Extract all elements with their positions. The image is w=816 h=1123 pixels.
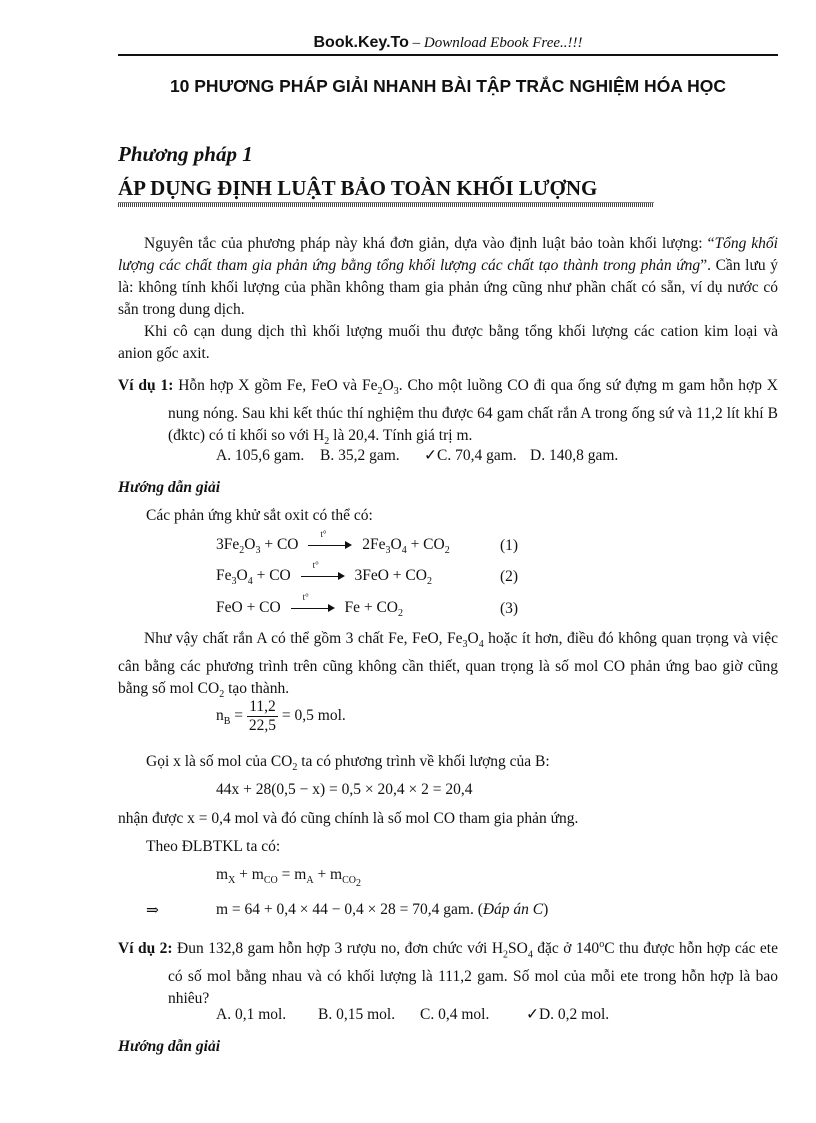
solution-paragraph: Như vậy chất rắn A có thể gồm 3 chất Fe, FeO, $Fe_3O_4$ hoặc ít hơn, điều đó không quan trọng và việc cân bằng các phương trình trên cũng không cần thiết, quan trọng là số mol CO phản ứng bao giờ cũng bằng số mol $CO_2$ tạo thành. [118, 630, 778, 701]
intro-paragraph-1 [118, 233, 778, 321]
choice-d: D. 140,8 gam. [530, 447, 619, 464]
method-title: ÁP DỤNG ĐỊNH LUẬT BẢO TOÀN KHỐI LƯỢNG [118, 176, 598, 200]
reaction-3-number: (3) [500, 600, 519, 617]
reaction-1-number: (1) [500, 537, 519, 554]
heat-arrow-icon: t° [291, 603, 335, 613]
example-1-choices [216, 446, 618, 465]
solution-text-2: hoặc ít hơn, điều đó không quan trọng và việc cân bằng các phương trình trên cũng không cần thiết, quan trọng là số mol CO phản ứng bao giờ cũng bằng số mol CO [118, 630, 778, 698]
example-1-text-3: là 20,4. Tính giá trị m. [329, 427, 473, 445]
example-2-text-2: đặc ở 140 [532, 940, 600, 958]
choice-b: B. 35,2 gam. [320, 447, 400, 464]
mass-equation: 44x + 28(0,5 − x) = 0,5 × 20,4 × 2 = 20,4 [216, 781, 473, 798]
example-1-text-2: . Cho một luồng CO đi qua ống sứ đựng m gam hỗn hợp X nung nóng. Sau khi kết thúc thí nghiệm thu được 64 gam chất rắn A trong ống sứ và 11,2 lít khí B (đktc) có tỉ khối so với H [168, 377, 778, 445]
guide-label-2: Hướng dẫn giải [118, 1038, 221, 1055]
choice-c: ✓C. 70,4 gam. [424, 447, 517, 464]
page-header [118, 34, 778, 52]
example-2-text: Đun 132,8 gam hỗn hợp 3 rượu no, đơn chức với H [172, 940, 504, 958]
reaction-2: $Fe_3O_4$ + CO t° $3FeO + CO_2$ [216, 560, 432, 588]
method-label: Phương pháp 1 [118, 142, 253, 166]
heat-arrow-icon: t° [301, 571, 345, 581]
example-2-choices [216, 1005, 609, 1024]
nb-result: = 0,5 mol. [281, 707, 346, 725]
nb-fraction: $\frac{11,2}{22,5}$ [248, 698, 277, 734]
choice-a: A. 0,1 mol. [216, 1006, 287, 1023]
gx-line: Gọi x là số mol của $CO_2$ ta có phương trình về khối lượng của B: [146, 753, 550, 774]
reactions-intro: Các phản ứng khử sắt oxit có thể có: [146, 507, 373, 524]
intro-paragraph-2: Khi cô cạn dung dịch thì khối lượng muối thu được bằng tổng khối lượng các cation kim loại và anion gốc axit. [118, 323, 778, 362]
example-2-label: Ví dụ 2: [118, 940, 173, 958]
header-brand: Book.Key.To [313, 34, 409, 51]
intro-text: Nguyên tắc của phương pháp này khá đơn giản, dựa vào định luật bảo toàn khối lượng: “ [144, 235, 715, 252]
title-underline [118, 202, 654, 207]
reaction-2-number: (2) [500, 568, 519, 585]
intro-quote: Tổng khối lượng các chất tham gia phản ứng bằng tổng khối lượng các chất tạo thành trong phản ứng [118, 235, 778, 274]
intro-text-2: ”. Cần lưu ý là: không tính khối lượng của phần không tham gia phản ứng cũng như phần chất có sẵn, ví dụ nước có sẵn trong dung dịch. [118, 257, 778, 318]
header-tagline: – Download Ebook Free..!!! [408, 35, 583, 51]
example-1: Ví dụ 1: Hỗn hợp X gồm Fe, FeO và $Fe_2O_3$. Cho một luồng CO đi qua ống sứ đựng m gam hỗn hợp X nung nóng. Sau khi kết thúc thí nghiệm thu được 64 gam chất rắn A trong ống sứ và 11,2 lít khí B (đktc) có tỉ khối so với $H_2$ là 20,4. Tính giá trị m. [118, 377, 778, 448]
choice-d: ✓D. 0,2 mol. [526, 1006, 610, 1023]
document-title: 10 PHƯƠNG PHÁP GIẢI NHANH BÀI TẬP TRẮC NGHIỆM HÓA HỌC [169, 76, 727, 96]
choice-b: B. 0,15 mol. [318, 1006, 396, 1023]
example-1-text: Hỗn hợp X gồm Fe, FeO và Fe [173, 377, 378, 394]
example-2: Ví dụ 2: Đun 132,8 gam hỗn hợp 3 rượu no, đơn chức với $H_2SO_4$ đặc ở 140$^o$C thu được hỗn hợp các ete có số mol bằng nhau và có khối lượng là 111,2 gam. Số mol của mỗi ete trong hỗn hợp là bao nhiêu? [118, 939, 778, 1008]
example-1-text-o: O [382, 377, 394, 394]
reaction-1: $3Fe_2O_3$ + CO t° $2Fe_3O_4 + CO_2$ [216, 529, 450, 557]
header-rule [118, 54, 778, 56]
result-x: nhận được x = 0,4 mol và đó cũng chính là số mol CO tham gia phản ứng. [118, 810, 579, 827]
theo-line: Theo ĐLBTKL ta có: [146, 838, 281, 855]
solution-text-3: tạo thành. [224, 680, 290, 698]
reaction-3: FeO + CO t° $Fe + CO_2$ [216, 592, 403, 620]
example-2-text-3: C thu được hỗn hợp các ete có số mol bằng nhau và có khối lượng là 111,2 gam. Số mol của mỗi ete trong hỗn hợp là bao nhiêu? [168, 940, 778, 1008]
choice-a: A. 105,6 gam. [216, 447, 305, 464]
example-1-label: Ví dụ 1: [118, 377, 174, 394]
choice-c: C. 0,4 mol. [420, 1006, 490, 1023]
conservation-equation: $m_X + m_{CO} = m_A + m_{CO_2}$ [216, 866, 362, 890]
example-2-text-so: SO [508, 940, 528, 958]
guide-label-1: Hướng dẫn giải [118, 479, 221, 496]
implies-icon: ⇒ [146, 902, 159, 919]
solution-text: Như vậy chất rắn A có thể gồm 3 chất Fe, FeO, Fe [144, 630, 463, 647]
nb-equation: $n_B$ = $\frac{11,2}{22,5}$ = 0,5 mol. [216, 698, 346, 734]
heat-arrow-icon: t° [308, 540, 352, 550]
final-equation: m = 64 + 0,4 × 44 − 0,4 × 28 = 70,4 gam. (Đáp án C) [216, 901, 549, 918]
